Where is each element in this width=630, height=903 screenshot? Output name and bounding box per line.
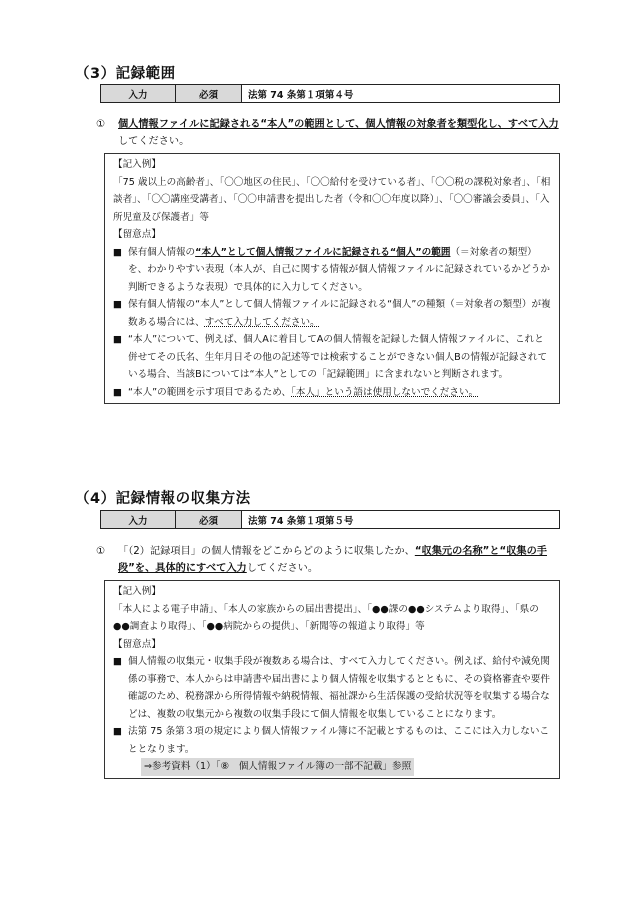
instruction-emphasis: 個人情報ファイルに記録される“本人”の範囲として、個人情報の対象者を類型化し、すべて入力 [118, 119, 559, 130]
note-text: （＝対象者の類型）を、わかりやすい表現（本人が、自己に関する情報が個人情報ファイルに記録されているかどうか判断できるような表現）で具体的に入力してください。 [128, 246, 550, 293]
instruction-rest: してください。 [118, 136, 190, 147]
note-item [113, 296, 551, 331]
note-emphasis: すべて入力してください。 [204, 316, 320, 328]
note-text: 保有個人情報の [128, 246, 196, 258]
bullet-square-icon: ■ [113, 726, 122, 737]
note-item [113, 331, 551, 384]
note-item [113, 384, 551, 402]
section4-heading: （4）記録情報の収集方法 [75, 491, 251, 507]
example-text: 「本人による電子申請」、「本人の家族からの届出書提出」、「●●課の●●システムより取得」、「県の●●調査より取得」、「●●病院からの提供」、「新聞等の報道より取得」等 [113, 603, 539, 632]
item-number: ① [96, 119, 106, 130]
note-text: 法第 75 条第３項の規定により個人情報ファイル簿に不記載とするものは、ここには入力しないこととなります。 [128, 726, 550, 755]
reference-link[interactable]: ⇒参考資料（1）「⑧ 個人情報ファイル簿の一部不記載」参照 [141, 758, 414, 776]
instruction-rest: してください。 [246, 563, 319, 574]
instruction-emphasis: “収集元の名称”と“収集の手段”を、具体的にすべて入力 [118, 546, 547, 574]
notes-label: 【留意点】 [113, 638, 161, 650]
note-emphasis: 「本人」という語は使用しないでください。 [291, 386, 479, 398]
bullet-square-icon: ■ [113, 299, 122, 310]
note-item [113, 723, 551, 758]
bullet-square-icon: ■ [113, 334, 122, 345]
note-text: 個人情報の収集元・収集手段が複数ある場合は、すべて入力してください。例えば、給付や減免関係の事務で、本人からは申請書や届出書により個人情報を収集するとともに、その資格審査や要件確認のため、税務課から所得情報や納税情報、福祉課から生活保護の受給状況等を収集する場合などは、複数の収集元から複数の収集手段にて個人情報を収集していることになります。 [128, 656, 550, 720]
note-item [113, 244, 551, 297]
example-label: 【記入例】 [113, 159, 161, 170]
instruction-text: 「（2）記録項目」の個人情報をどこからどのように収集したか、 [118, 546, 415, 557]
section4-requirement-table [100, 510, 560, 529]
note-text: “本人”について、例えば、個人Aに着目してAの個人情報を記録した個人情報ファイルに、これと併せてその氏名、生年月日その他の記述等では検索することができない個人Bの情報が記録されている場合、当該Bについては“本人”としての「記録範囲」に含まれないと判断されます。 [128, 334, 548, 380]
note-text: 保有個人情報の“本人”として個人情報ファイルに記録される“個人”の種類（＝対象者の類型）が複数ある場合には、 [128, 299, 551, 328]
bullet-square-icon: ■ [113, 656, 122, 667]
section3-instruction [96, 116, 566, 150]
bullet-square-icon: ■ [113, 246, 122, 258]
notes-label: 【留意点】 [113, 229, 161, 240]
section4-notes-box [104, 580, 560, 779]
item-number: ① [96, 546, 106, 557]
required-label-cell: 必須 [176, 511, 242, 528]
input-label-cell: 入力 [101, 511, 176, 528]
example-text: 「75 歳以上の高齢者」、「〇〇地区の住民」、「〇〇給付を受けている者」、「〇〇税の課税対象者」、「相談者」、「〇〇講座受講者」、「〇〇申請書を提出した者（令和〇〇年度以降）」、「〇〇審議会委員」、「入所児童及び保護者」等 [113, 176, 551, 223]
section3-notes-box [104, 153, 560, 404]
section4-instruction [96, 543, 566, 577]
note-item [113, 653, 551, 723]
required-label-cell: 必須 [176, 85, 242, 102]
note-emphasis: “本人”として個人情報ファイルに記録される“個人”の範囲 [195, 246, 451, 258]
input-label-cell: 入力 [101, 85, 176, 102]
law-reference-cell: 法第 74 条第１項第５号 [242, 511, 559, 528]
note-text: “本人”の範囲を示す項目であるため、 [128, 386, 292, 398]
law-reference-cell: 法第 74 条第１項第４号 [242, 85, 559, 102]
section3-heading: （3）記録範囲 [75, 66, 176, 82]
example-label: 【記入例】 [113, 586, 161, 597]
section3-requirement-table [100, 84, 560, 103]
bullet-square-icon: ■ [113, 386, 122, 398]
